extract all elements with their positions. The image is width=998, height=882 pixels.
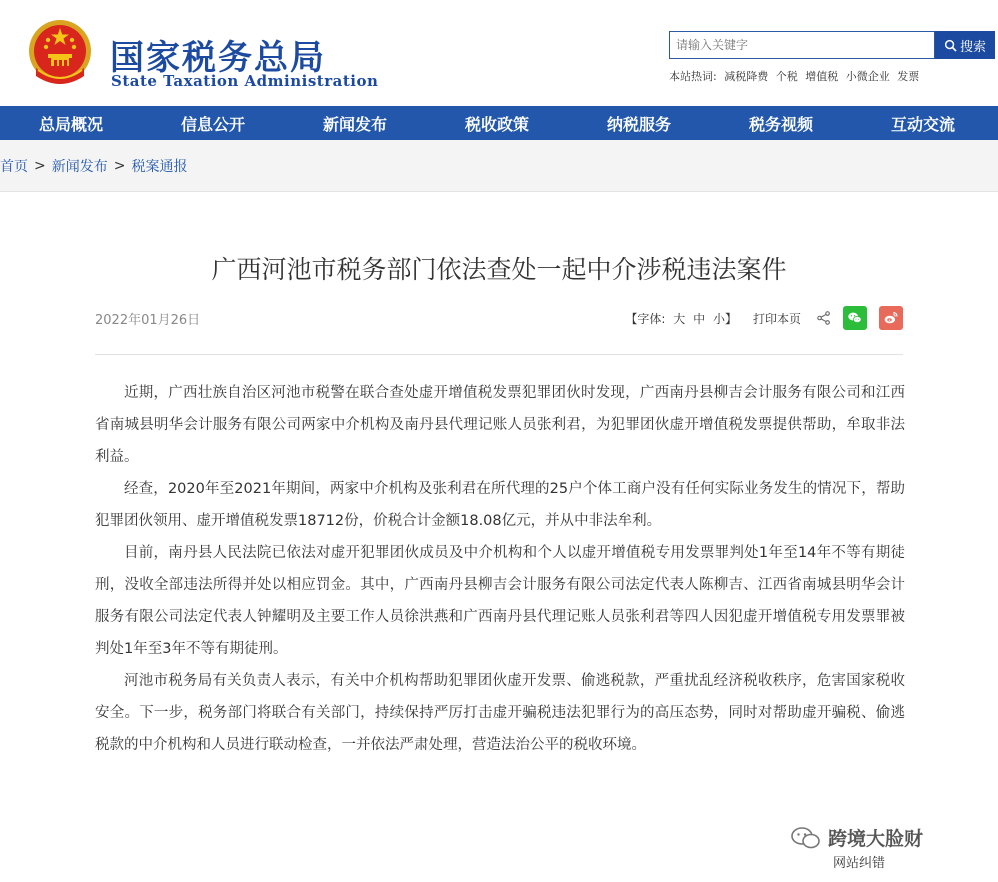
- article-paragraph: 经查，2020年至2021年期间，两家中介机构及张利君在所代理的25户个体工商户没有任何实际业务发生的情况下，帮助犯罪团伙领用、虚开增值税发票18712份，价税合计金额18.08亿元，并从中非法牟利。: [95, 481, 905, 529]
- watermark: [790, 824, 923, 851]
- nav-item-news[interactable]: 新闻发布: [322, 114, 387, 134]
- nav-item-video[interactable]: 税务视频: [748, 114, 813, 134]
- hot-words-label: 本站热词:: [669, 70, 717, 83]
- font-size-control: [623, 310, 739, 327]
- meta-divider: [95, 354, 903, 355]
- article-paragraph: 目前，南丹县人民法院已依法对虚开犯罪团伙成员及中介机构和个人以虚开增值税专用发票罪判处1年至14年不等有期徒刑，没收全部违法所得并处以相应罚金。其中，广西南丹县柳吉会计服务有限公司法定代表人陈柳吉、江西省南城县明华会计服务有限公司法定代表人钟耀明及主要工作人员徐洪燕和广西南丹县代理记账人员张利君等四人因犯虚开增值税专用发票罪被判处1年至3年不等有期徒刑。: [95, 545, 905, 657]
- breadcrumb-news[interactable]: 新闻发布: [51, 158, 108, 175]
- watermark-text: 跨境大脸财: [828, 828, 924, 850]
- font-size-medium[interactable]: 中: [693, 311, 706, 326]
- site-correction-link[interactable]: 网站纠错: [833, 856, 886, 871]
- article-body: [95, 377, 905, 761]
- search-icon: [944, 39, 957, 52]
- nav-item-overview[interactable]: 总局概况: [38, 114, 103, 134]
- site-logo-subtitle[interactable]: State Taxation Administration: [111, 72, 379, 90]
- breadcrumb-separator: >: [113, 157, 126, 174]
- weibo-share-icon[interactable]: [879, 306, 903, 330]
- hot-word-link[interactable]: 减税降费: [724, 70, 769, 83]
- breadcrumb-separator: >: [34, 157, 46, 174]
- search-button-label: 搜索: [959, 39, 986, 55]
- article-date: 2022年01月26日: [95, 312, 201, 328]
- hot-word-link[interactable]: 发票: [897, 70, 920, 83]
- breadcrumb: [0, 140, 998, 192]
- print-button[interactable]: 打印本页: [752, 311, 801, 326]
- nav-item-service[interactable]: 纳税服务: [606, 114, 671, 134]
- nav-item-policy[interactable]: 税收政策: [464, 114, 529, 134]
- article-title: 广西河池市税务部门依法查处一起中介涉税违法案件: [211, 255, 787, 284]
- font-size-large[interactable]: 大: [673, 311, 686, 326]
- hot-word-link[interactable]: 个税: [775, 70, 798, 83]
- search-button[interactable]: [935, 31, 995, 59]
- hot-word-link[interactable]: 小微企业: [845, 70, 890, 83]
- wechat-watermark-icon: [790, 825, 822, 851]
- article-paragraph: 河池市税务局有关负责人表示，有关中介机构帮助犯罪团伙虚开发票、偷逃税款，严重扰乱经济税收秩序，危害国家税收安全。下一步，税务部门将联合有关部门，持续保持严厉打击虚开骗税违法犯罪行为的高压态势，同时对帮助虚开骗税、偷逃税款的中介机构和人员进行联动检查，一并依法严肃处理，营造法治公平的税收环境。: [95, 673, 905, 753]
- article-meta: [95, 304, 903, 332]
- wechat-share-icon[interactable]: [843, 306, 867, 330]
- nav-item-disclosure[interactable]: 信息公开: [180, 114, 245, 134]
- article-paragraph: 近期，广西壮族自治区河池市税警在联合查处虚开增值税发票犯罪团伙时发现，广西南丹县柳吉会计服务有限公司和江西省南城县明华会计服务有限公司两家中介机构及南丹县代理记账人员张利君，为犯罪团伙虚开增值税发票提供帮助，牟取非法利益。: [95, 385, 905, 465]
- font-size-label: 【字体:: [625, 311, 666, 326]
- font-size-small[interactable]: 小】: [712, 311, 737, 326]
- national-emblem-icon: [26, 18, 94, 88]
- nav-item-interaction[interactable]: 互动交流: [890, 114, 955, 134]
- site-header: [0, 0, 998, 106]
- site-logo-title[interactable]: 国家税务总局: [110, 38, 326, 78]
- share-icon[interactable]: [815, 309, 833, 327]
- article-tools: [623, 306, 903, 330]
- breadcrumb-home[interactable]: 首页: [0, 158, 28, 175]
- search-input[interactable]: [669, 31, 935, 59]
- main-nav: [0, 106, 998, 140]
- hot-word-link[interactable]: 增值税: [805, 70, 839, 83]
- breadcrumb-tax-cases[interactable]: 税案通报: [131, 158, 188, 175]
- hot-words: [669, 68, 923, 84]
